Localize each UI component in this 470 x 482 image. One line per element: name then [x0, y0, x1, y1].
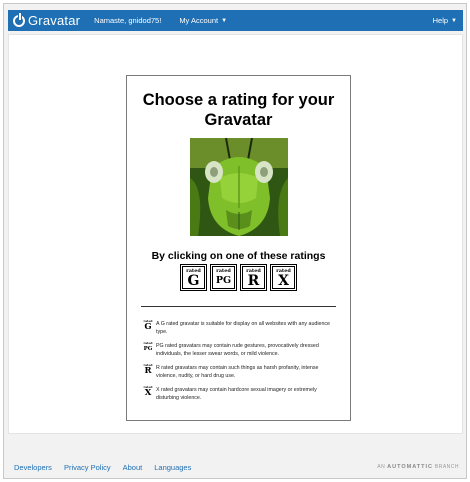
help-menu[interactable]: [433, 16, 457, 25]
top-navigation-bar: [8, 10, 463, 31]
x-rating-icon: [143, 386, 153, 398]
help-label: Help: [432, 16, 449, 25]
my-account-menu[interactable]: [179, 16, 227, 25]
main-content-area: [8, 34, 463, 434]
rating-g-button[interactable]: [180, 264, 207, 291]
branch-suffix: BRANCH: [434, 464, 459, 470]
rating-description-text: A G rated gravatar is suitable for display on all websites with any audience type.: [156, 321, 331, 335]
rating-x-button[interactable]: [270, 264, 297, 291]
rating-description-text: R rated gravatars may contain such things as harsh profanity, intense violence, nudity, or hard drug use.: [156, 365, 319, 379]
rating-instruction: By clicking on one of these ratings: [151, 250, 326, 262]
footer-link-developers[interactable]: Developers: [14, 462, 52, 472]
mini-rated-label: rated: [143, 363, 153, 367]
user-greeting[interactable]: Namaste, gnidod75!: [94, 16, 162, 25]
rating-letter: G: [187, 273, 200, 289]
pg-rating-icon: [143, 342, 153, 353]
rating-buttons: [180, 264, 297, 291]
grasshopper-avatar-graphic: [190, 138, 288, 236]
section-divider: [141, 306, 336, 307]
chevron-down-icon: ▼: [221, 17, 228, 24]
rating-description-x: [143, 386, 339, 402]
chevron-down-icon: ▼: [451, 17, 457, 24]
branch-prefix: AN: [377, 464, 386, 470]
avatar-image: [190, 138, 288, 236]
rating-letter: R: [247, 273, 260, 289]
rating-description-g: [143, 320, 339, 336]
automattic-branch-logo[interactable]: [377, 464, 459, 470]
rating-description-text: X rated gravatars may contain hardcore sexual imagery or extremely disturbing violence.: [156, 387, 317, 401]
mini-rating-letter: R: [144, 366, 152, 376]
rating-description-text: PG rated gravatars may contain rude gestures, provocatively dressed individuals, the lesser swear words, or mild violence.: [156, 343, 319, 357]
rated-label: rated: [276, 268, 291, 274]
rating-letter: PG: [215, 275, 232, 286]
mini-rating-letter: PG: [143, 346, 153, 352]
g-rating-icon: [143, 320, 153, 332]
rating-dialog: [126, 75, 351, 421]
rated-label: rated: [216, 268, 231, 274]
mini-rated-label: rated: [143, 385, 153, 389]
r-rating-icon: [143, 364, 153, 376]
mini-rated-label: rated: [143, 319, 153, 323]
rating-description-r: [143, 364, 339, 380]
rating-g-badge: [182, 266, 205, 289]
rating-letter: X: [278, 273, 289, 289]
branch-name: AUTOMATTIC: [387, 464, 433, 470]
mini-rated-label: rated: [143, 341, 153, 345]
footer-link-about[interactable]: About: [122, 462, 143, 472]
power-icon: [13, 15, 25, 27]
gravatar-logo[interactable]: [13, 13, 80, 28]
footer-link-languages[interactable]: Languages: [154, 462, 192, 472]
rating-pg-button[interactable]: [210, 264, 237, 291]
brand-name: Gravatar: [28, 13, 81, 28]
browser-frame: [3, 3, 467, 479]
my-account-label: My Account: [179, 16, 219, 25]
rated-label: rated: [246, 268, 261, 274]
page-footer: [8, 460, 463, 474]
mini-rating-letter: G: [144, 322, 152, 332]
dialog-title: Choose a rating for your Gravatar: [142, 91, 335, 129]
footer-link-privacy-policy[interactable]: Privacy Policy: [63, 462, 111, 472]
rating-r-button[interactable]: [240, 264, 267, 291]
mini-rating-letter: X: [144, 388, 152, 398]
rating-pg-badge: [212, 266, 235, 289]
rating-x-badge: [272, 266, 295, 289]
rating-description-pg: [143, 342, 339, 358]
rating-r-badge: [242, 266, 265, 289]
rated-label: rated: [186, 268, 201, 274]
